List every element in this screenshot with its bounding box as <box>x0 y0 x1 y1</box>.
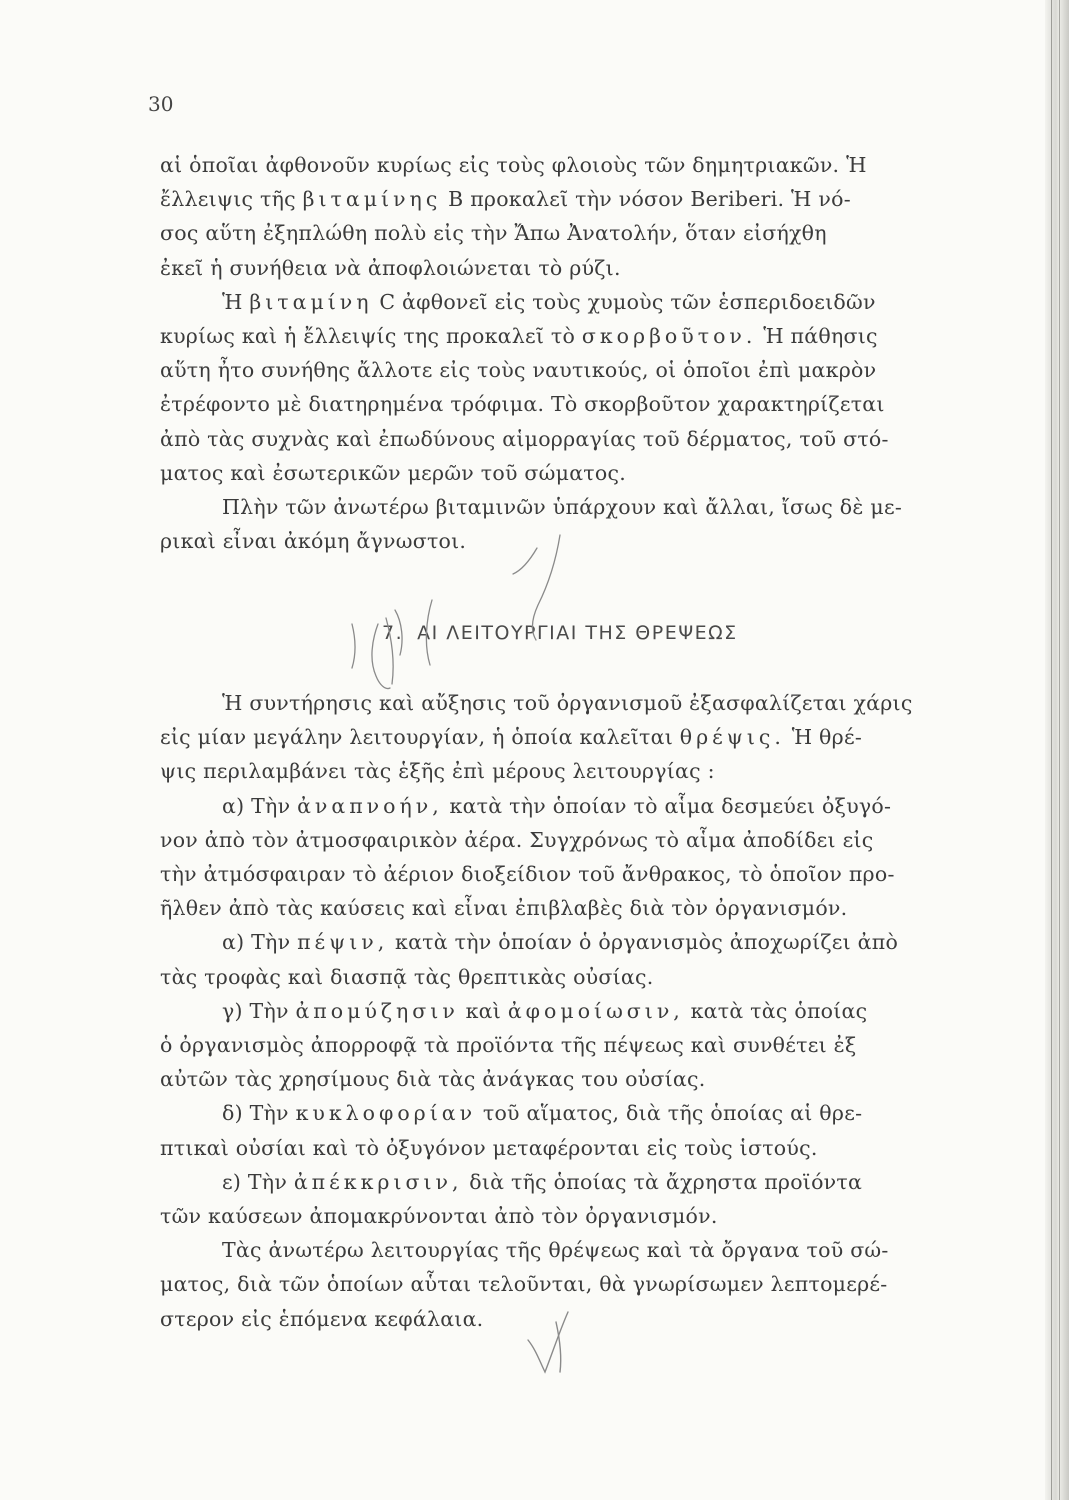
text-line: τῶν καύσεων ἀπομακρύνονται ἀπὸ τὸν ὀργανισμόν. <box>160 1204 718 1229</box>
text-line: σος αὕτη ἐξηπλώθη πολὺ εἰς τὴν Ἄπω Ἀνατολήν, ὅταν εἰσήχθη <box>160 221 827 246</box>
text-line: ρικαὶ εἶναι ἀκόμη ἄγνωστοι. <box>160 529 467 554</box>
text-line: αἱ ὁποῖαι ἀφθονοῦν κυρίως εἰς τοὺς φλοιοὺς τῶν δημητριακῶν. Ἡ <box>160 153 867 177</box>
text-line: ἐκεῖ ἡ συνήθεια νὰ ἀποφλοιώνεται τὸ ρύζι. <box>160 255 621 280</box>
section-title: ΑΙ ΛΕΙΤΟΥΡΓΙΑΙ ΤΗΣ ΘΡΕΨΕΩΣ <box>417 622 738 644</box>
emphasis-term: ἀπέκκρισιν, <box>293 1169 463 1194</box>
text-line: αὐτῶν τὰς χρησίμους διὰ τὰς ἀνάγκας του οὐσίας. <box>160 1067 706 1092</box>
emphasis-term: ἀφομοίωσιν, <box>507 998 684 1023</box>
list-item: α) Τὴν ἀναπνοήν, κατὰ τὴν ὁποίαν τὸ αἷμα δεσμεύει ὀξυγό- <box>222 793 892 818</box>
paragraph-start: Ἡ βιταμίνη C ἀφθονεῖ εἰς τοὺς χυμοὺς τῶν ἑσπεριδοειδῶν <box>222 289 876 314</box>
emphasis-term: ἀναπνοήν, <box>297 793 443 818</box>
emphasis-term: βιταμίνης <box>302 187 442 212</box>
emphasis-term: ἀπομύζησιν <box>295 998 459 1023</box>
text-line: κυρίως καὶ ἡ ἔλλειψίς της προκαλεῖ τὸ σκορβοῦτον. Ἡ πάθησις <box>160 324 878 349</box>
text-line: τὰς τροφὰς καὶ διασπᾷ τὰς θρεπτικὰς οὐσίας. <box>160 964 654 989</box>
section-heading <box>382 622 738 644</box>
book-spine-edge <box>1045 0 1069 1500</box>
section-number: 7. <box>382 622 404 644</box>
text-line: αὕτη ἦτο συνήθης ἄλλοτε εἰς τοὺς ναυτικούς, οἱ ὁποῖοι ἐπὶ μακρὸν <box>160 358 877 383</box>
list-item: ε) Τὴν ἀπέκκρισιν, διὰ τῆς ὁποίας τὰ ἄχρηστα προϊόντα <box>222 1169 863 1194</box>
text-line: ῆλθεν ἀπὸ τὰς καύσεις καὶ εἶναι ἐπιβλαβὲς διὰ τὸν ὀργανισμόν. <box>160 896 848 921</box>
emphasis-term: σκορβοῦτον. <box>581 324 757 349</box>
paragraph-start: Τὰς ἀνωτέρω λειτουργίας τῆς θρέψεως καὶ τὰ ὄργανα τοῦ σώ- <box>222 1238 889 1263</box>
emphasis-term: πέψιν, <box>297 930 389 955</box>
text-line: στερον εἰς ἑπόμενα κεφάλαια. <box>160 1306 484 1331</box>
text-line: πτικαὶ οὐσίαι καὶ τὸ ὀξυγόνον μεταφέρονται εἰς τοὺς ἱστούς. <box>160 1135 818 1160</box>
text-line: νον ἀπὸ τὸν ἀτμοσφαιρικὸν ἀέρα. Συγχρόνως τὸ αἷμα ἀποδίδει εἰς <box>160 827 874 852</box>
emphasis-term: βιταμίνη <box>249 289 373 314</box>
text-line: ἐτρέφοντο μὲ διατηρημένα τρόφιμα. Τὸ σκορβοῦτον χαρακτηρίζεται <box>160 392 885 417</box>
text-line: ἀπὸ τὰς συχνὰς καὶ ἐπωδύνους αἱμορραγίας τοῦ δέρματος, τοῦ στό- <box>160 426 889 451</box>
text-line: ὁ ὀργανισμὸς ἀπορροφᾷ τὰ προϊόντα τῆς πέψεως καὶ συνθέτει ἐξ <box>160 1033 857 1058</box>
list-item: α) Τὴν πέψιν, κατὰ τὴν ὁποίαν ὁ ὀργανισμὸς ἀποχωρίζει ἀπὸ <box>222 930 899 955</box>
text-line: ἔλλειψις τῆς βιταμίνης B προκαλεῖ τὴν νόσον Beriberi. Ἡ νό- <box>160 187 851 212</box>
text-line: ματος, διὰ τῶν ὁποίων αὗται τελοῦνται, θὰ γνωρίσωμεν λεπτομερέ- <box>160 1272 888 1297</box>
text-block-nutrition <box>160 686 1010 1336</box>
paragraph-start: Πλὴν τῶν ἀνωτέρω βιταμινῶν ὑπάρχουν καὶ ἄλλαι, ἴσως δὲ με- <box>222 495 902 520</box>
text-line: εἰς μίαν μεγάλην λειτουργίαν, ἡ ὁποία καλεῖται θρέψις. Ἡ θρέ- <box>160 725 863 750</box>
page-number: 30 <box>148 92 174 116</box>
list-item: δ) Τὴν κυκλοφορίαν τοῦ αἵματος, διὰ τῆς ὁποίας αἱ θρε- <box>222 1101 863 1126</box>
list-item: γ) Τὴν ἀπομύζησιν καὶ ἀφομοίωσιν, κατὰ τὰς ὁποίας <box>222 998 868 1023</box>
text-line: ψις περιλαμβάνει τὰς ἑξῆς ἐπὶ μέρους λειτουργίας : <box>160 759 715 784</box>
text-block-vitamins <box>160 148 1010 558</box>
emphasis-term: κυκλοφορίαν <box>295 1101 477 1126</box>
paragraph-start: Ἡ συντήρησις καὶ αὔξησις τοῦ ὀργανισμοῦ ἐξασφαλίζεται χάρις <box>222 691 913 715</box>
text-line: ματος καὶ ἐσωτερικῶν μερῶν τοῦ σώματος. <box>160 460 626 485</box>
text-line: τὴν ἀτμόσφαιραν τὸ ἀέριον διοξείδιον τοῦ ἄνθρακος, τὸ ὁποῖον προ- <box>160 862 895 887</box>
emphasis-term: θρέψις. <box>679 725 785 750</box>
